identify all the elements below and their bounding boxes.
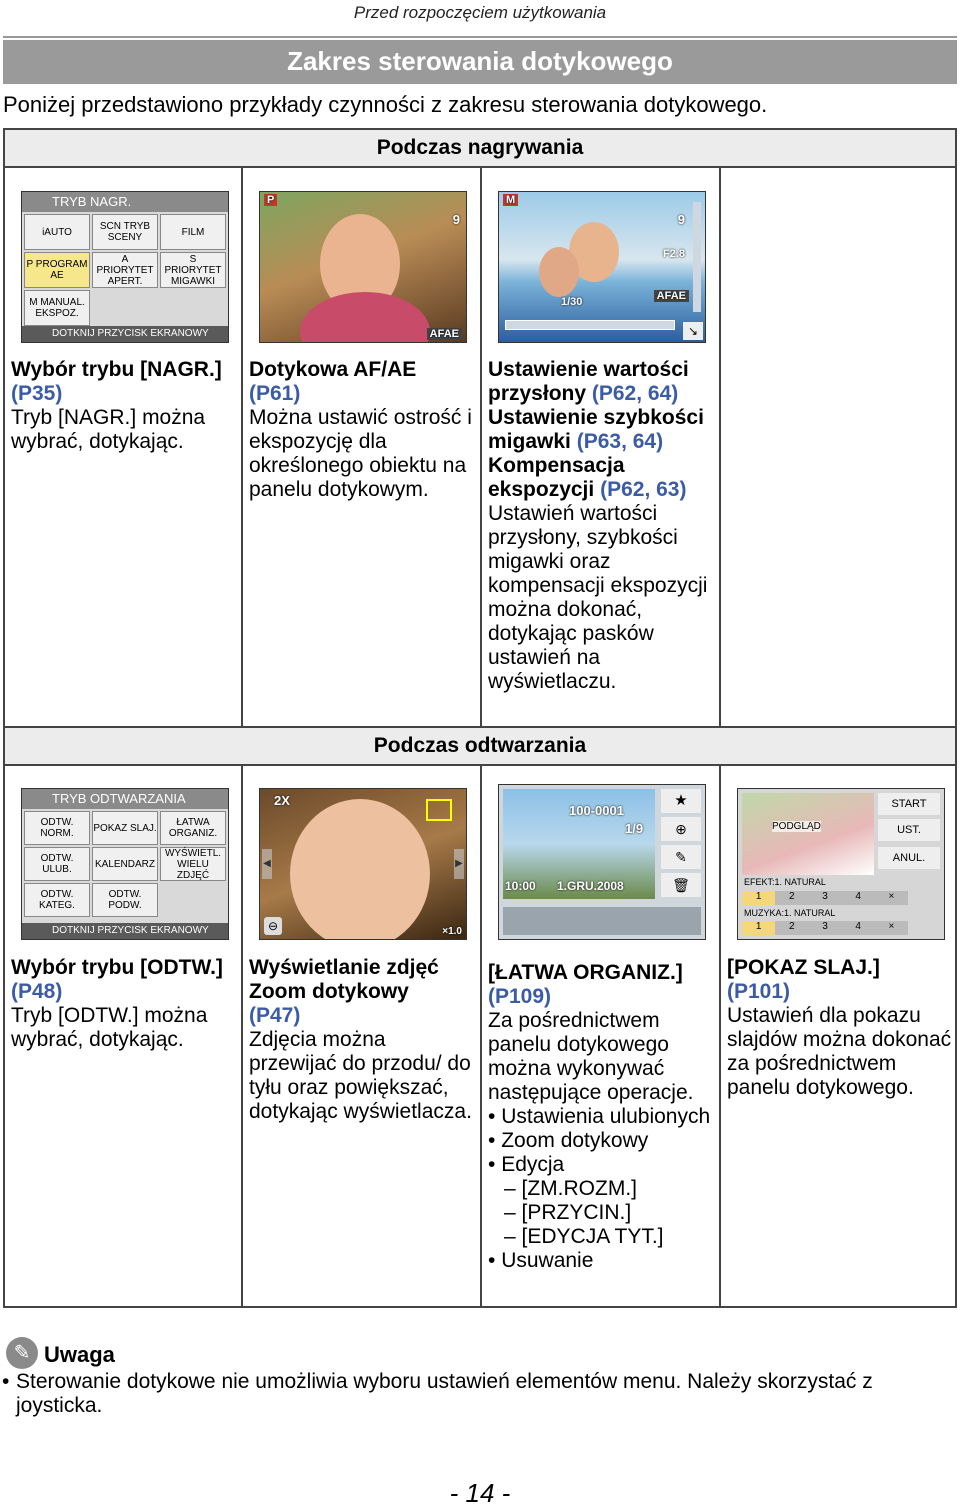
cell-text: Można ustawić ostrość i ekspozycję dla określonego obiektu na panelu dotykowym.	[249, 406, 472, 501]
effect-label: EFEKT:1. NATURAL	[744, 877, 826, 887]
cell-subtitle: Zoom dotykowy	[249, 980, 409, 1003]
intro-text: Poniżej przedstawiono przykłady czynności z zakresu sterowania dotykowego.	[3, 92, 768, 117]
shot-count: 9	[452, 212, 460, 227]
ref-separator: ,	[621, 430, 633, 453]
preview-button[interactable]: PODGLĄD	[772, 821, 821, 832]
favorite-star-icon[interactable]: ★	[661, 789, 701, 813]
bullet-item: • Zoom dotykowy	[488, 1129, 649, 1152]
page-ref[interactable]: 63)	[656, 478, 687, 501]
afae-button[interactable]: AFAE	[427, 328, 462, 340]
effect-option[interactable]: 4	[855, 891, 861, 902]
sub-bullet-text: [ZM.ROZM.]	[521, 1177, 637, 1200]
shot-count: 9	[677, 212, 685, 227]
zoom-out-icon[interactable]: ⊖	[264, 917, 282, 935]
thumbnail-strip[interactable]	[503, 907, 701, 935]
mode-badge: P	[264, 194, 277, 206]
next-arrow-icon[interactable]: ▶	[454, 849, 464, 879]
bullet-text: Ustawienia ulubionych	[501, 1105, 711, 1128]
cell-title: Ustawienie szybkości migawki	[488, 406, 704, 453]
column-divider	[480, 166, 482, 728]
edit-icon[interactable]: ✎	[661, 845, 701, 869]
menu-item-shutter[interactable]: S PRIORYTET MIGAWKI	[160, 252, 226, 288]
slideshow-cell	[727, 956, 953, 1100]
page-ref[interactable]: (P62	[600, 478, 645, 501]
delete-icon[interactable]: 🗑	[661, 873, 701, 897]
page-ref[interactable]: (P35)	[11, 382, 63, 405]
touch-afae-cell	[249, 358, 475, 502]
menu-item-organize[interactable]: ŁATWA ORGANIZ.	[160, 811, 226, 845]
cell-title: [POKAZ SLAJ.]	[727, 956, 880, 979]
cell-title: Wyświetlanie zdjęć	[249, 956, 439, 979]
sub-bullet-text: [EDYCJA TYT.]	[521, 1225, 664, 1248]
page-ref[interactable]: (P48)	[11, 980, 63, 1003]
bullet-item: • Edycja	[488, 1153, 565, 1176]
slideshow-screen	[737, 788, 945, 940]
page-ref[interactable]: (P101)	[727, 980, 791, 1003]
play-mode-menu-screen	[21, 788, 229, 940]
cell-title: Wybór trybu [NAGR.]	[11, 358, 222, 381]
page-number: - 14 -	[449, 1478, 511, 1508]
aperture-value: F2.8	[662, 248, 685, 260]
effect-option[interactable]: 3	[822, 891, 828, 902]
frame-count: 1/9	[625, 821, 644, 836]
music-option[interactable]: ×	[888, 921, 895, 932]
menu-title: TRYB NAGR.	[22, 192, 228, 212]
menu-item-scn[interactable]: SCN TRYB SCENY	[92, 214, 158, 250]
menu-item-multi[interactable]: WYŚWIETL. WIELU ZDJĘĆ	[160, 847, 226, 881]
recording-table	[3, 166, 957, 728]
time-stamp: 10:00	[505, 879, 536, 893]
touch-zoom-cell	[249, 956, 475, 1124]
menu-item-aperture[interactable]: A PRIORYTET APERT.	[92, 252, 158, 288]
menu-item-manual[interactable]: M MANUAL. EKSPOZ.	[24, 290, 90, 326]
cell-text: Zdjęcia można przewijać do przodu/ do tyłu oraz powiększać, dotykając wyświetlacza.	[249, 1028, 472, 1123]
page-ref[interactable]: 64)	[647, 382, 679, 405]
note-title: Uwaga	[44, 1342, 115, 1367]
cell-title: [ŁATWA ORGANIZ.]	[488, 961, 683, 984]
menu-item-film[interactable]: FILM	[160, 214, 226, 250]
sub-bullet-text: [PRZYCIN.]	[521, 1201, 632, 1224]
bullet: •	[2, 1370, 10, 1393]
rec-mode-menu-screen	[21, 191, 229, 343]
cell-text: Tryb [NAGR.] można wybrać, dotykając.	[11, 406, 206, 453]
settings-slider[interactable]	[505, 320, 675, 330]
dress-photo	[300, 292, 430, 343]
cell-title: Kompensacja ekspozycji	[488, 454, 625, 501]
touch-zoom-screen	[259, 788, 467, 940]
menu-item-favorites[interactable]: ODTW. ULUB.	[24, 847, 90, 881]
zoom-frame	[426, 799, 452, 821]
music-options[interactable]	[742, 921, 908, 935]
page-ref[interactable]: (P62	[591, 382, 637, 405]
menu-item-dual[interactable]: ODTW. PODW.	[92, 883, 158, 917]
shutter-value: 1/30	[561, 296, 583, 308]
note-text: Sterowanie dotykowe nie umożliwia wyboru ustawień elementów menu. Należy skorzystać z joysticka.	[16, 1370, 873, 1417]
easy-organize-screen	[498, 784, 706, 940]
cancel-button[interactable]: ANUL.	[878, 847, 940, 869]
menu-footer: DOTKNIJ PRZYCISK EKRANOWY	[22, 923, 228, 939]
cell-title: Ustawienie wartości przysłony	[488, 358, 689, 405]
music-label: MUZYKA:1. NATURAL	[744, 908, 836, 918]
music-option[interactable]: 1	[742, 921, 775, 935]
bullet-item: • Usuwanie	[488, 1249, 594, 1272]
play-mode-cell	[11, 956, 237, 1052]
note-item	[2, 1370, 952, 1418]
page-ref[interactable]: (P61)	[249, 382, 301, 405]
mode-badge: M	[503, 194, 518, 206]
face-closeup-photo	[290, 799, 430, 940]
music-option[interactable]: 4	[855, 921, 861, 932]
column-divider	[480, 764, 482, 1306]
zoom-indicator: 2X	[274, 793, 290, 808]
ref-separator: ,	[636, 382, 648, 405]
ref-separator: ,	[644, 478, 657, 501]
afae-button[interactable]: AFAE	[654, 290, 689, 302]
bullet-text: Usuwanie	[501, 1249, 594, 1272]
effect-options[interactable]	[742, 891, 908, 905]
column-divider	[719, 166, 721, 728]
menu-item-calendar[interactable]: KALENDARZ	[92, 847, 158, 881]
menu-item-category[interactable]: ODTW. KATEG.	[24, 883, 90, 917]
file-number: 100-0001	[569, 803, 624, 818]
menu-footer: DOTKNIJ PRZYCISK EKRANOWY	[22, 326, 228, 342]
bullet-text: Zoom dotykowy	[501, 1129, 649, 1152]
recording-heading: Podczas nagrywania	[3, 128, 957, 168]
effect-option[interactable]: ×	[888, 891, 895, 902]
settings-button[interactable]: UST.	[878, 819, 940, 841]
playback-heading: Podczas odtwarzania	[3, 726, 957, 766]
cell-text: Tryb [ODTW.] można wybrać, dotykając.	[11, 1004, 208, 1051]
exit-icon[interactable]: ↘	[683, 322, 703, 340]
bullet-item: • Ustawienia ulubionych	[488, 1105, 711, 1128]
cell-title: Dotykowa AF/AE	[249, 358, 417, 381]
menu-item-iauto[interactable]: iAUTO	[24, 214, 90, 250]
start-button[interactable]: START	[878, 793, 940, 815]
rec-mode-cell	[11, 358, 237, 454]
page-ref[interactable]: (P109)	[488, 985, 552, 1008]
child-photo	[539, 247, 579, 297]
touch-afae-screen	[259, 191, 467, 343]
exposure-bar[interactable]	[693, 202, 701, 312]
exposure-cell	[488, 358, 716, 694]
page-ref[interactable]: (P63	[576, 430, 622, 453]
cell-text: Za pośrednictwem panelu dotykowego można wykonywać następujące operacje.	[488, 1009, 694, 1104]
exposure-settings-screen	[498, 191, 706, 343]
menu-item-normal[interactable]: ODTW. NORM.	[24, 811, 90, 845]
slideshow-preview-photo	[742, 793, 874, 875]
zoom-icon[interactable]: ⊕	[661, 817, 701, 841]
sub-bullet-item: – [PRZYCIN.]	[504, 1201, 632, 1224]
music-option[interactable]: 3	[822, 921, 828, 932]
date-stamp: 1.GRU.2008	[557, 879, 624, 893]
menu-title: TRYB ODTWARZANIA	[22, 789, 228, 809]
menu-item-slideshow[interactable]: POKAZ SLAJ.	[92, 811, 158, 845]
effect-option[interactable]: 2	[789, 891, 795, 902]
column-divider	[241, 166, 243, 728]
effect-option[interactable]: 1	[742, 891, 775, 905]
bullet-text: Edycja	[501, 1153, 565, 1176]
cell-text: Ustawień wartości przysłony, szybkości migawki oraz kompensacji ekspozycji można dokonać, dotykając pasków ustawień na wyświetlaczu.	[488, 502, 708, 693]
playback-table	[3, 764, 957, 1308]
menu-item-program[interactable]: P PROGRAM AE	[24, 252, 90, 288]
cell-text: Ustawień dla pokazu slajdów można dokonać za pośrednictwem panelu dotykowego.	[727, 1004, 952, 1099]
note-pencil-icon: ✎	[6, 1337, 38, 1369]
column-divider	[719, 764, 721, 1306]
page-ref[interactable]: (P47)	[249, 1004, 301, 1027]
zoom-level: ×1.0	[442, 926, 462, 937]
page-ref[interactable]: 64)	[632, 430, 664, 453]
sub-bullet-item: – [ZM.ROZM.]	[504, 1177, 637, 1200]
prev-arrow-icon[interactable]: ◀	[262, 849, 272, 879]
column-divider	[241, 764, 243, 1306]
music-option[interactable]: 2	[789, 921, 795, 932]
cell-title: Wybór trybu [ODTW.]	[11, 956, 223, 979]
running-header: Przed rozpoczęciem użytkowania	[353, 3, 607, 22]
easy-organize-cell	[488, 961, 716, 1273]
header-rule	[3, 36, 957, 38]
section-title: Zakres sterowania dotykowego	[3, 40, 957, 84]
sub-bullet-item: – [EDYCJA TYT.]	[504, 1225, 664, 1248]
